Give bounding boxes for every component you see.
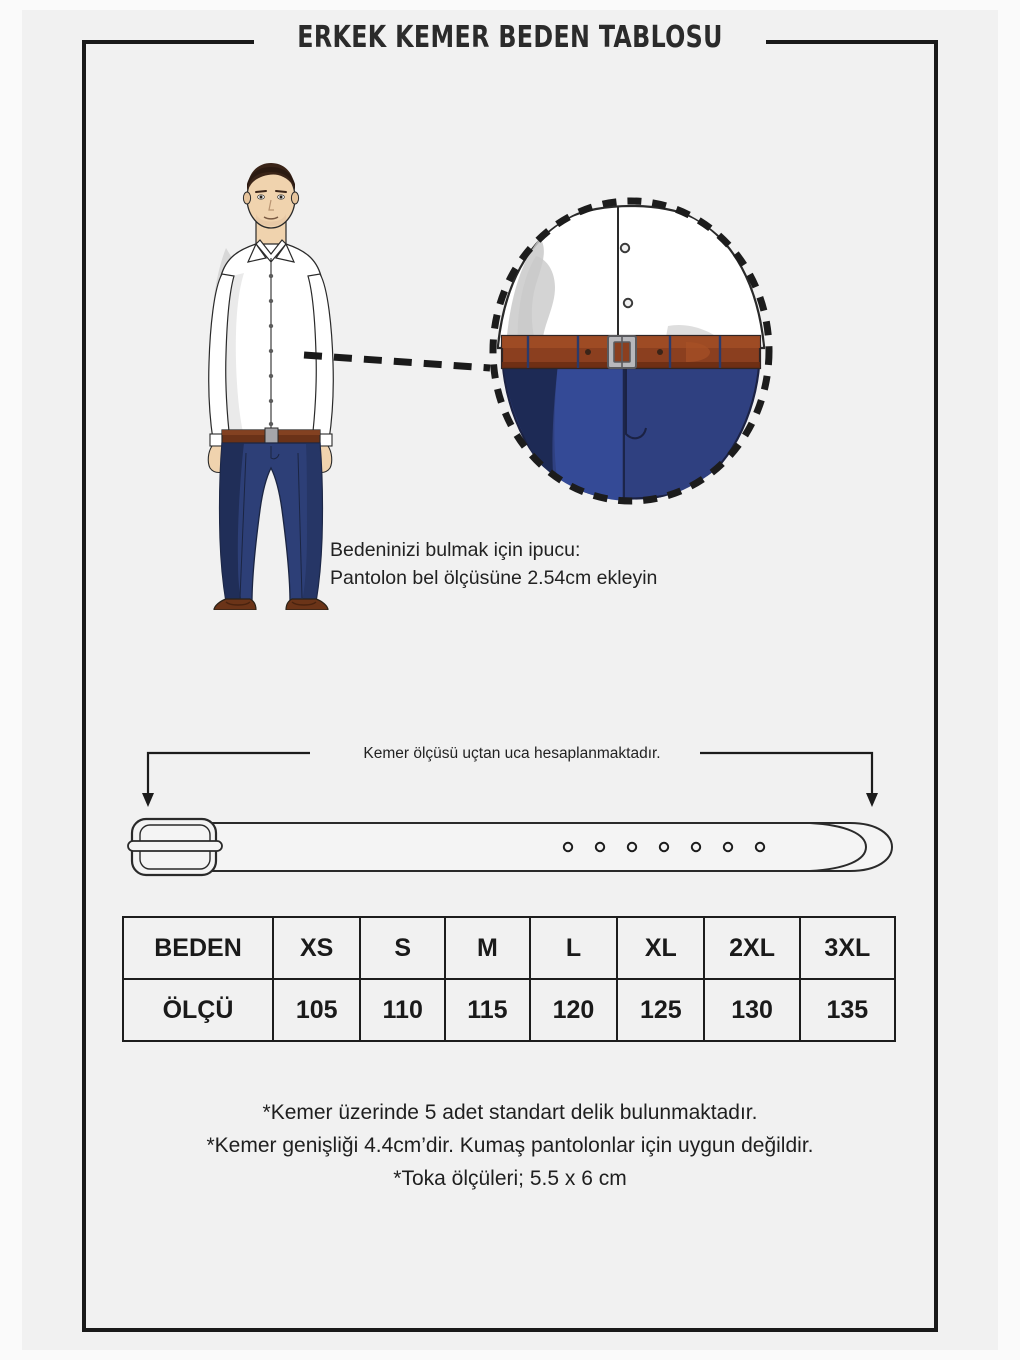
footnote-line-1: *Kemer üzerinde 5 adet standart delik bulunmaktadır. (262, 1101, 758, 1124)
belt-illustration (110, 735, 930, 895)
table-cell-size-4: XL (617, 917, 704, 979)
table-cell-size-6: 3XL (800, 917, 895, 979)
size-table-container (122, 916, 896, 1042)
table-cell-size-1: S (360, 917, 445, 979)
table-header-olcu: ÖLÇÜ (123, 979, 273, 1041)
footnotes (60, 1096, 960, 1195)
table-cell-measure-6: 135 (800, 979, 895, 1041)
table-row-measures (123, 979, 895, 1041)
sizing-tip (330, 536, 990, 592)
table-cell-size-3: L (530, 917, 617, 979)
table-cell-measure-0: 105 (273, 979, 360, 1041)
table-cell-measure-1: 110 (360, 979, 445, 1041)
table-row-sizes (123, 917, 895, 979)
size-table (122, 916, 896, 1042)
sizing-tip-line-2: Pantolon bel ölçüsüne 2.54cm ekleyin (330, 567, 658, 589)
frame-border-bottom (82, 1328, 938, 1332)
table-cell-size-2: M (445, 917, 530, 979)
table-header-beden: BEDEN (123, 917, 273, 979)
table-cell-size-0: XS (273, 917, 360, 979)
footnote-line-3: *Toka ölçüleri; 5.5 x 6 cm (393, 1167, 627, 1190)
sizing-tip-line-1: Bedeninizi bulmak için ipucu: (330, 539, 581, 561)
footnote-line-2: *Kemer genişliği 4.4cm’dir. Kumaş pantolonlar için uygun değildir. (206, 1134, 814, 1157)
belt-measure-caption: Kemer ölçüsü uçtan uca hesaplanmaktadır. (363, 745, 661, 762)
magnified-belt-detail (488, 196, 774, 506)
page-title: ERKEK KEMER BEDEN TABLOSU (297, 20, 723, 55)
table-cell-measure-4: 125 (617, 979, 704, 1041)
table-cell-measure-5: 130 (704, 979, 799, 1041)
table-cell-measure-3: 120 (530, 979, 617, 1041)
table-cell-size-5: 2XL (704, 917, 799, 979)
table-cell-measure-2: 115 (445, 979, 530, 1041)
